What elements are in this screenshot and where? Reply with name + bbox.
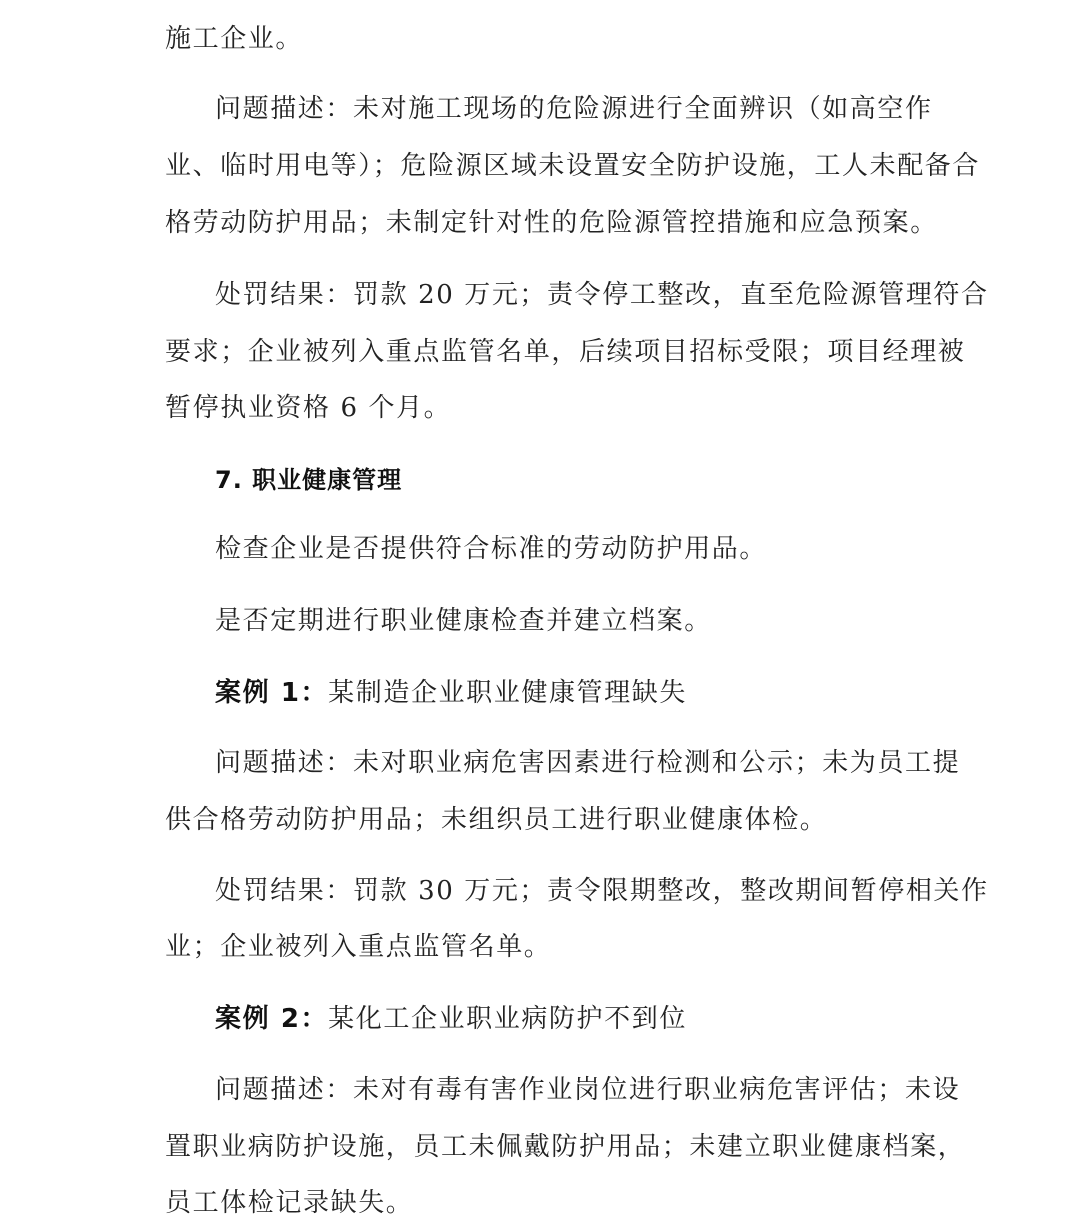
paragraph-line: 处罚结果：罚款 30 万元；责令限期整改，整改期间暂停相关作 bbox=[215, 876, 989, 906]
case-label: 案例 2： bbox=[215, 1004, 329, 1034]
case-heading bbox=[215, 1002, 687, 1036]
paragraph-line: 业、临时用电等）；危险源区域未设置安全防护设施，工人未配备合 bbox=[165, 151, 981, 181]
paragraph-line: 供合格劳动防护用品；未组织员工进行职业健康体检。 bbox=[165, 805, 828, 835]
paragraph-line: 问题描述：未对施工现场的危险源进行全面辨识（如高空作 bbox=[215, 94, 933, 124]
paragraph-line: 问题描述：未对职业病危害因素进行检测和公示；未为员工提 bbox=[215, 748, 961, 778]
case-heading bbox=[215, 676, 687, 710]
paragraph-line: 检查企业是否提供符合标准的劳动防护用品。 bbox=[215, 534, 768, 564]
paragraph-line: 是否定期进行职业健康检查并建立档案。 bbox=[215, 606, 712, 636]
case-title: 某制造企业职业健康管理缺失 bbox=[328, 678, 687, 708]
paragraph-line: 暂停执业资格 6 个月。 bbox=[165, 393, 452, 423]
paragraph-line: 格劳动防护用品；未制定针对性的危险源管控措施和应急预案。 bbox=[165, 208, 938, 238]
paragraph-line: 要求；企业被列入重点监管名单，后续项目招标受限；项目经理被 bbox=[165, 337, 966, 367]
paragraph-line: 处罚结果：罚款 20 万元；责令停工整改，直至危险源管理符合 bbox=[215, 280, 989, 310]
paragraph-line: 员工体检记录缺失。 bbox=[165, 1188, 414, 1218]
paragraph-line: 施工企业。 bbox=[165, 24, 304, 54]
paragraph-line: 问题描述：未对有毒有害作业岗位进行职业病危害评估；未设 bbox=[215, 1075, 961, 1105]
paragraph-line: 业；企业被列入重点监管名单。 bbox=[165, 932, 552, 962]
section-heading: 7. 职业健康管理 bbox=[215, 466, 403, 494]
case-title: 某化工企业职业病防护不到位 bbox=[328, 1004, 687, 1034]
paragraph-line: 置职业病防护设施，员工未佩戴防护用品；未建立职业健康档案， bbox=[165, 1132, 966, 1162]
case-label: 案例 1： bbox=[215, 678, 329, 708]
